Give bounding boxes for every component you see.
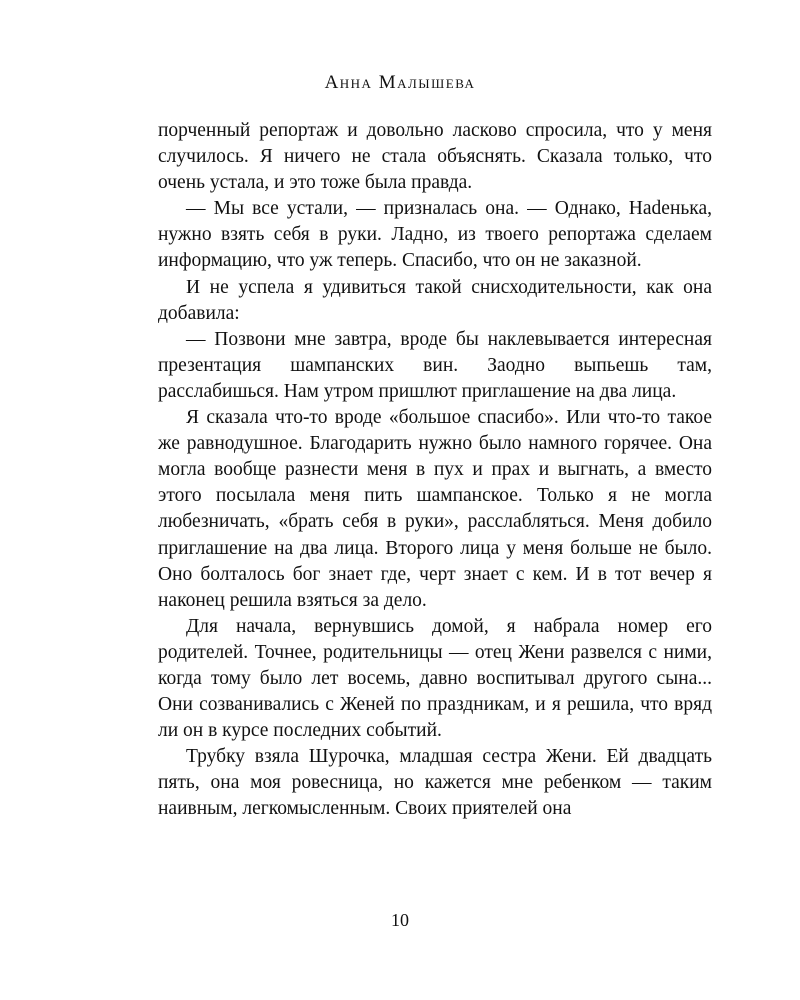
running-head: Анна Малышева <box>324 72 476 93</box>
body-text <box>158 118 712 823</box>
page-number: 10 <box>391 910 409 930</box>
paragraph: Трубку взяла Шурочка, младшая сестра Жени. Ей двадцать пять, она моя ровесница, но кажется мне ребенком — таким наивным, легкомысленным. Своих приятелей она <box>158 746 712 820</box>
paragraph: И не успела я удивиться такой снисходительности, как она добавила: <box>158 276 712 324</box>
paragraph: — Мы все устали, — призналась она. — Однако, Наdенька, нужно взять себя в руки. Ладно, из твоего репортажа сделаем информацию, что уж теперь. Спасибо, что он не заказной. <box>158 198 712 272</box>
paragraph: Для начала, вернувшись домой, я набрала номер его родителей. Точнее, родительницы — отец Жени развелся с ними, когда тому было лет восемь, давно воспитывал другого сына... Они созванивались с Женей по праздникам, и я решила, что вряд ли он в курсе последних событий. <box>158 615 712 742</box>
paragraph: порченный репортаж и довольно ласково спросила, что у меня случилось. Я ничего не стала объяснять. Сказала только, что очень устала, и это тоже была правда. <box>158 120 712 194</box>
paragraph: — Позвони мне завтра, вроде бы наклевывается интересная презентация шампанских вин. Заодно выпьешь там, расслабишься. Нам утром пришлют приглашение на два лица. <box>158 328 712 402</box>
paragraph: Я сказала что-то вроде «большое спасибо». Или что-то такое же равнодушное. Благодарить нужно было намного горячее. Она могла вообще разнести меня в пух и прах и выгнать, а вместо этого посылала меня пить шампанское. Только я не могла любезничать, «брать себя в руки», расслабляться. Меня добило приглашение на два лица. Второго лица у меня больше не было. Оно болталось бог знает где, черт знает с кем. И в тот вечер я наконец решила взяться за дело. <box>158 407 712 611</box>
